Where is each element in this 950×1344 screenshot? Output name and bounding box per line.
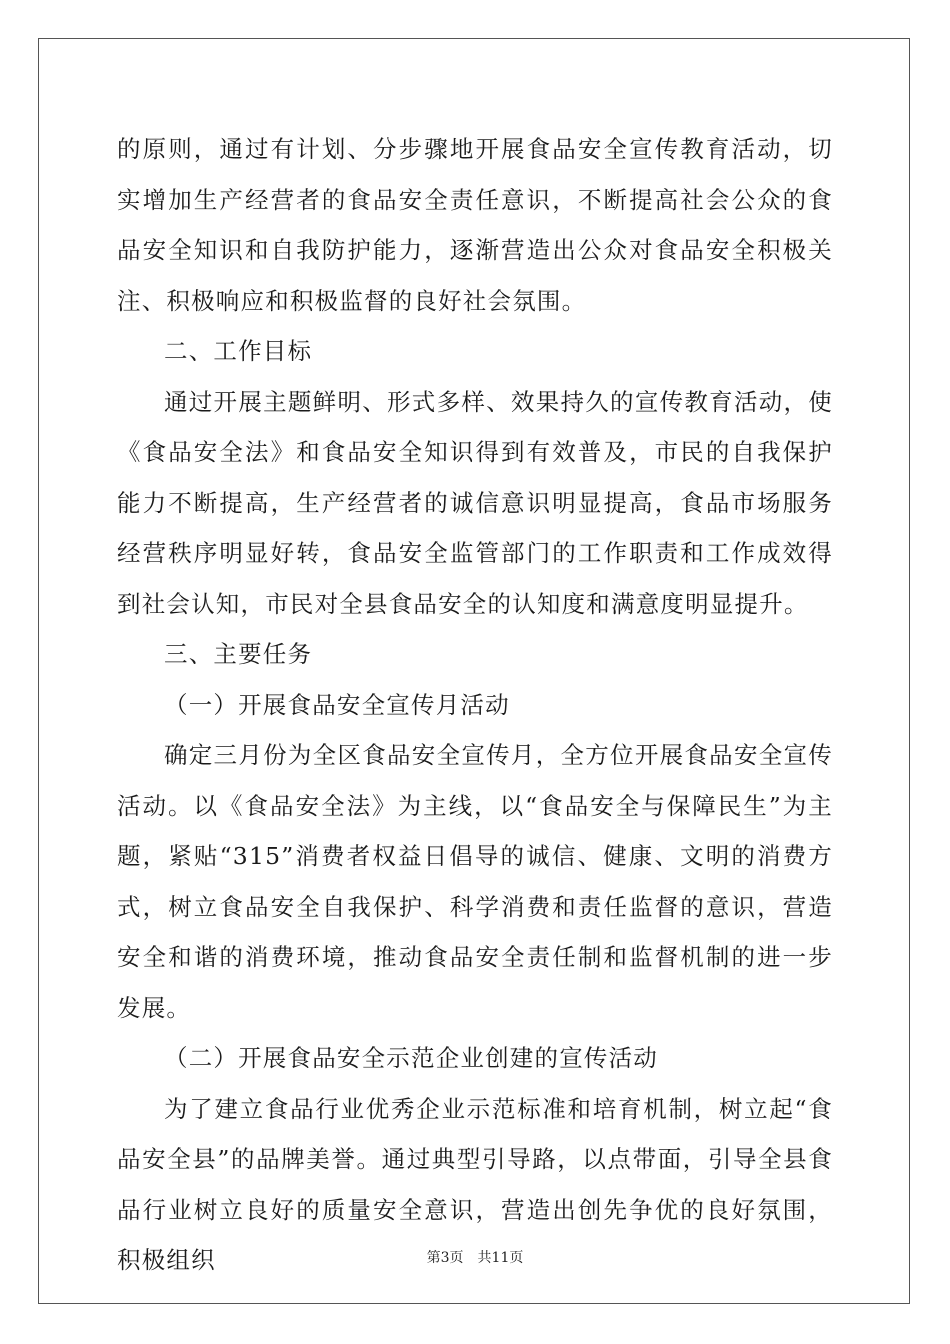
paragraph-principle: 的原则，通过有计划、分步骤地开展食品安全宣传教育活动，切实增加生产经营者的食品安全责任意识，不断提高社会公众的食品安全知识和自我防护能力，逐渐营造出公众对食品安全积极关注、积极响应和积极监督的良好社会氛围。 (117, 135, 833, 315)
section-heading-tasks: 三、主要任务 (164, 640, 313, 668)
subsection-heading-model-enterprise: （二）开展食品安全示范企业创建的宣传活动 (164, 1044, 658, 1072)
page-total: 共11页 (477, 1250, 524, 1266)
document-body (117, 124, 833, 1286)
section-heading-goals: 二、工作目标 (164, 337, 313, 365)
paragraph-publicity-month: 确定三月份为全区食品安全宣传月，全方位开展食品安全宣传活动。以《食品安全法》为主线，以“食品安全与保障民生”为主题，紧贴“315”消费者权益日倡导的诚信、健康、文明的消费方式，树立食品安全自我保护、科学消费和责任监督的意识，营造安全和谐的消费环境，推动食品安全责任制和监督机制的进一步发展。 (117, 741, 833, 1022)
paragraph-model-enterprise: 为了建立食品行业优秀企业示范标准和培育机制，树立起“食品安全县”的品牌美誉。通过典型引导路，以点带面，引导全县食品行业树立良好的质量安全意识，营造出创先争优的良好氛围，积极组织 (117, 1094, 833, 1274)
page-footer (0, 1247, 950, 1267)
subsection-heading-publicity-month: （一）开展食品安全宣传月活动 (164, 690, 510, 719)
page-number: 第3页 (426, 1250, 464, 1266)
paragraph-goals: 通过开展主题鲜明、形式多样、效果持久的宣传教育活动，使《食品安全法》和食品安全知识得到有效普及，市民的自我保护能力不断提高，生产经营者的诚信意识明显提高，食品市场服务经营秩序明显好转，食品安全监管部门的工作职责和工作成效得到社会认知，市民对全县食品安全的认知度和满意度明显提升。 (117, 387, 833, 618)
